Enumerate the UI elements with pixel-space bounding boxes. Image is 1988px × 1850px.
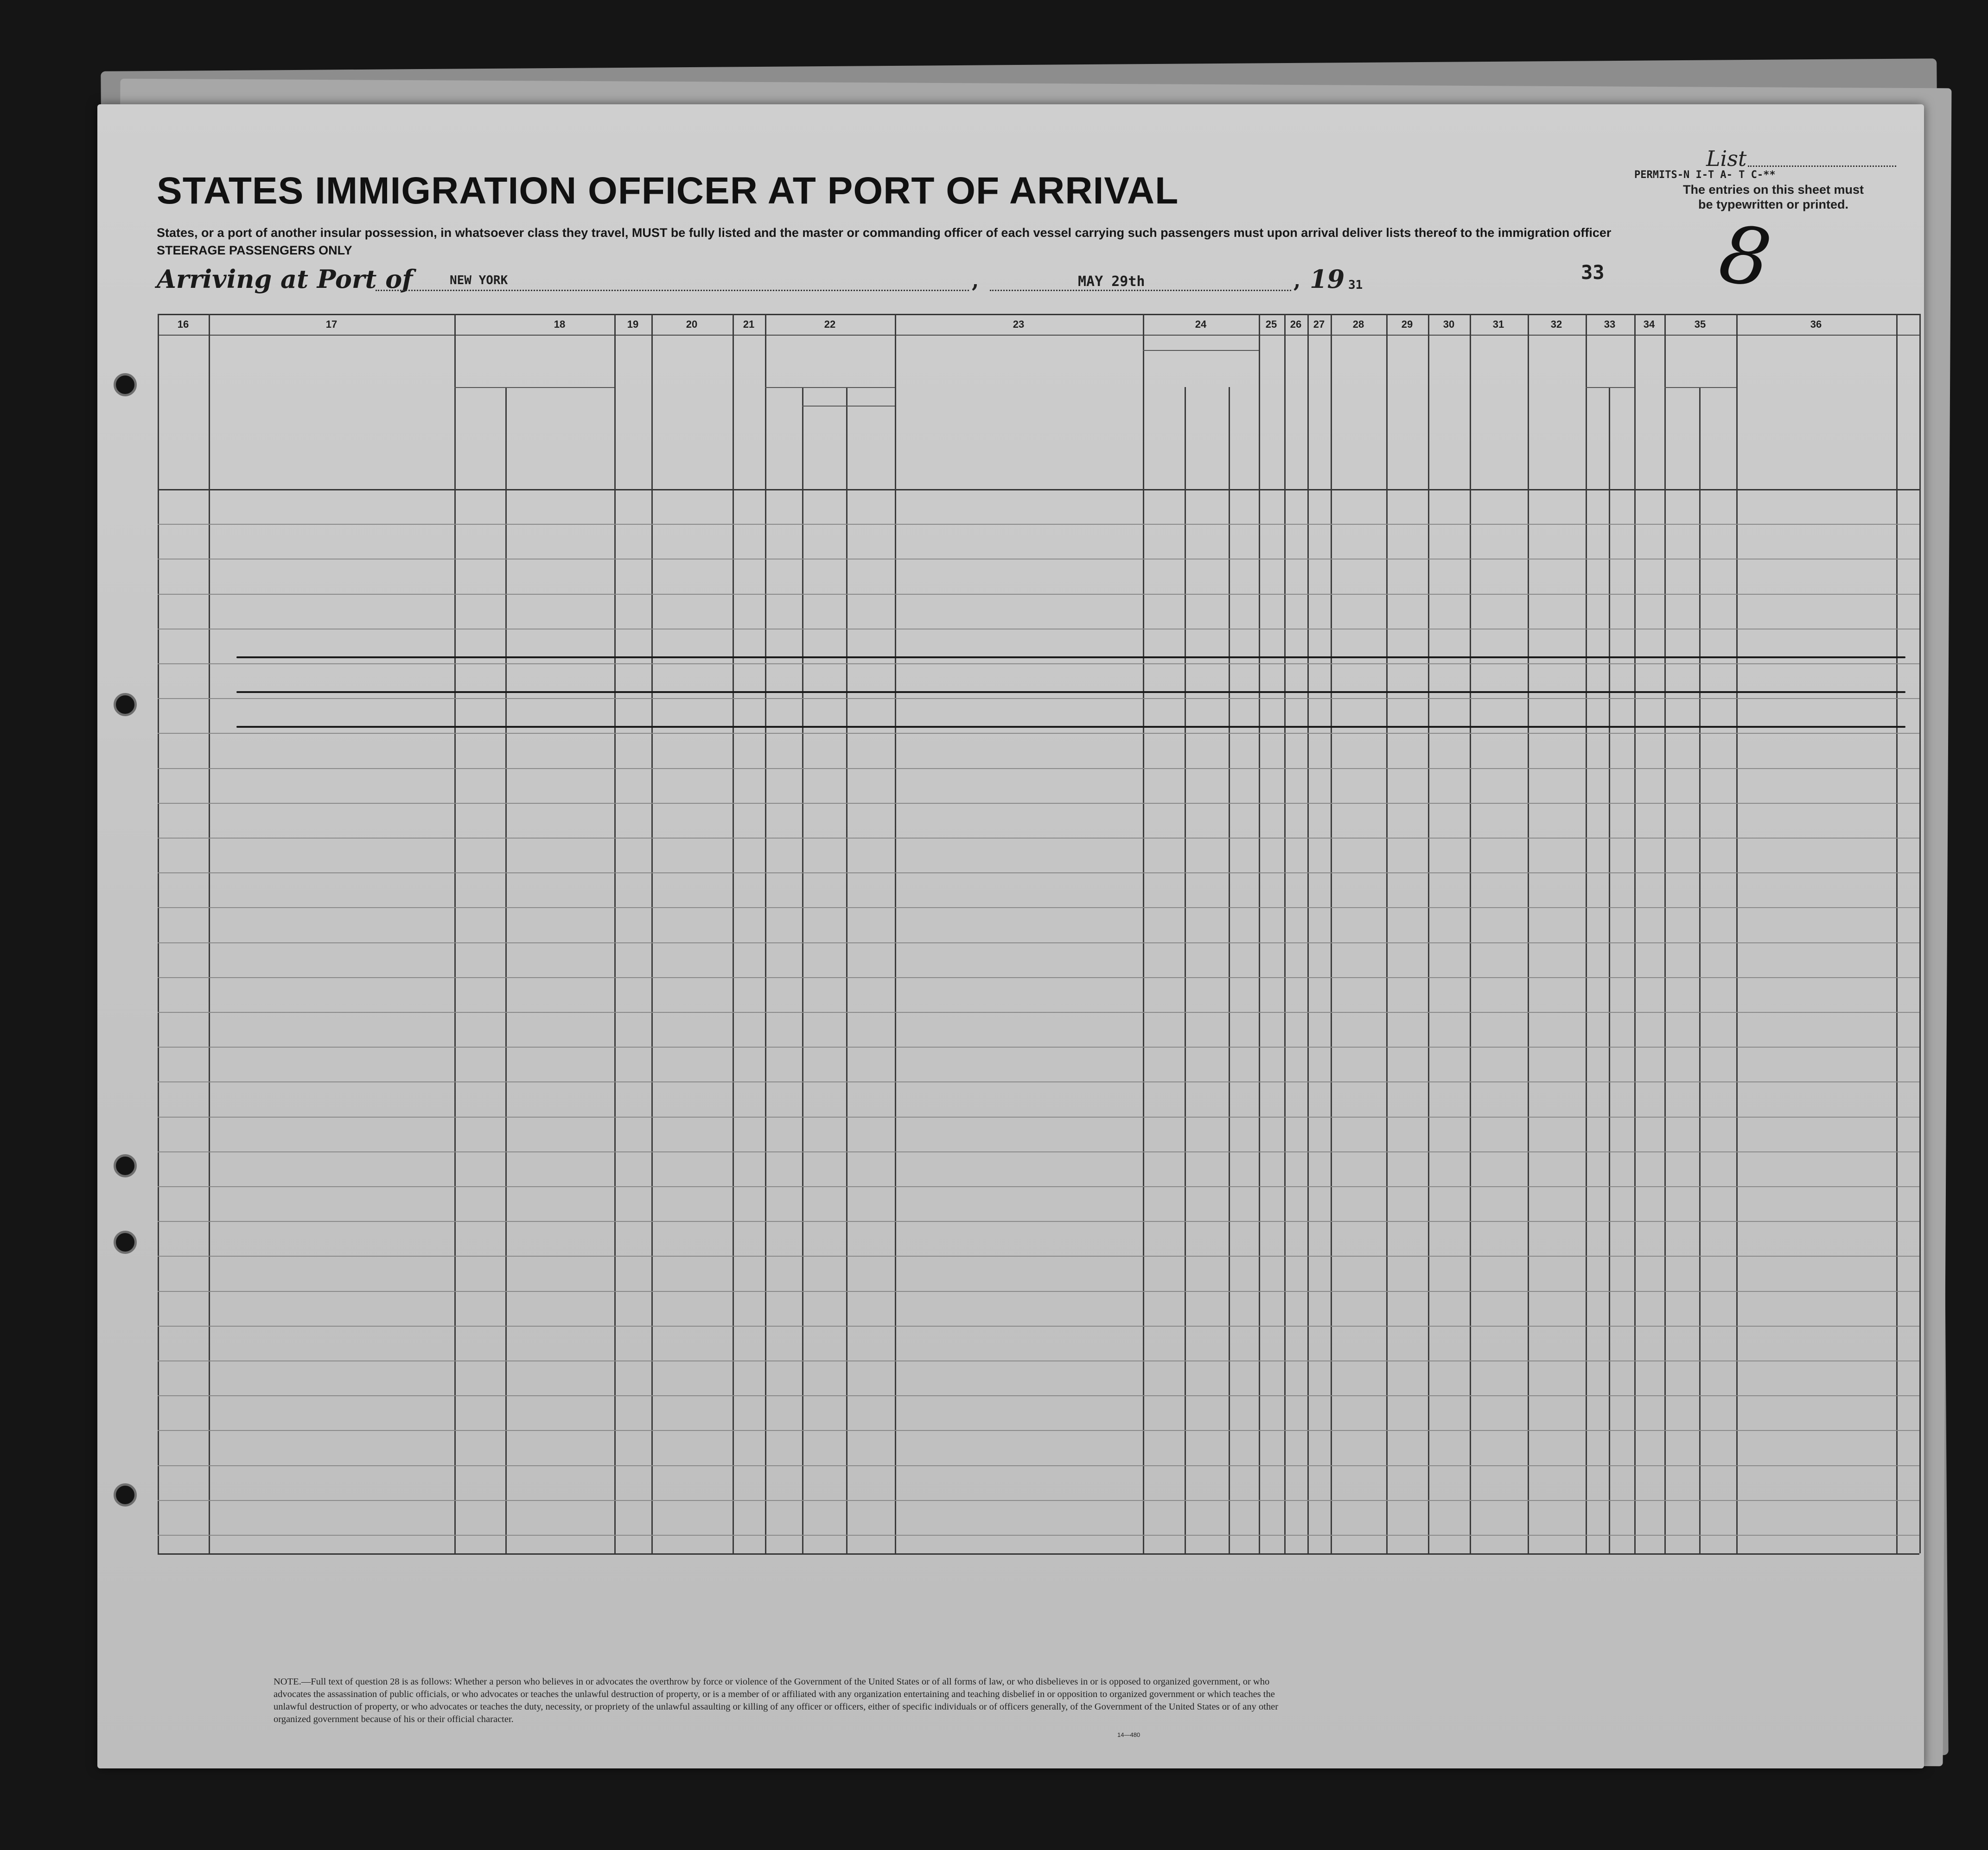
header-ticket <box>616 336 650 487</box>
row-divider <box>158 1012 1919 1013</box>
column-number: 34 <box>1643 318 1655 330</box>
column-divider <box>1664 314 1666 1553</box>
typewritten-notice: The entries on this sheet must be typewritten or printed. <box>1682 183 1864 211</box>
column-divider <box>614 314 616 1553</box>
date-comma: , <box>1293 269 1301 292</box>
row-divider <box>158 1326 1919 1327</box>
row-divider <box>158 1360 1919 1361</box>
row-divider <box>158 1535 1919 1536</box>
row-divider <box>158 768 1919 769</box>
column-divider <box>1634 314 1636 1553</box>
binder-hole <box>114 1483 137 1507</box>
column-number: 29 <box>1401 318 1413 330</box>
column-number: 23 <box>1013 318 1025 330</box>
header-polygamist <box>1286 336 1306 487</box>
year-suffix: 31 <box>1348 278 1363 292</box>
column-number: 26 <box>1290 318 1302 330</box>
column-number: 30 <box>1443 318 1455 330</box>
column-number: 16 <box>177 318 189 330</box>
column-divider <box>1528 314 1529 1553</box>
column-divider <box>802 387 803 1553</box>
column-number: 18 <box>554 318 566 330</box>
header-deported <box>1430 336 1468 487</box>
year-prefix: 19 <box>1310 264 1345 294</box>
column-number: 25 <box>1265 318 1277 330</box>
sheet-number: 33 <box>1581 261 1605 284</box>
list-label: List <box>1706 146 1747 171</box>
binder-hole <box>114 373 137 396</box>
column-divider <box>1428 314 1429 1553</box>
form-number: 14—480 <box>1117 1731 1141 1738</box>
row-divider <box>158 1465 1919 1466</box>
before-in-us-subdivider <box>765 387 895 388</box>
binder-hole <box>114 1231 137 1254</box>
column-divider <box>1896 314 1898 1553</box>
cross-out-line <box>236 656 1905 658</box>
cross-out-line <box>236 726 1905 728</box>
row-divider <box>158 1186 1919 1187</box>
column-number: 28 <box>1352 318 1364 330</box>
row-divider <box>158 594 1919 595</box>
date-value: MAY 29th <box>1078 273 1145 290</box>
column-divider <box>1736 314 1738 1553</box>
column-divider <box>1259 314 1260 1553</box>
row-divider <box>158 1081 1919 1082</box>
row-divider <box>158 1256 1919 1257</box>
column-divider <box>1919 314 1921 1553</box>
column-divider <box>895 314 896 1553</box>
column-divider <box>765 314 766 1553</box>
cross-out-line <box>236 691 1905 693</box>
column-number: 33 <box>1604 318 1616 330</box>
row-divider <box>158 1221 1919 1222</box>
header-anarchist <box>1309 336 1329 487</box>
port-comma: , <box>972 269 979 292</box>
row-divider <box>158 942 1919 943</box>
color-subdivider <box>1664 387 1736 388</box>
final-destination-subdivider <box>454 387 614 388</box>
row-divider <box>158 1117 1919 1118</box>
column-divider <box>1229 387 1230 1553</box>
header-citizen-intent <box>1230 355 1257 487</box>
if-yes-subdivider <box>802 406 895 407</box>
column-divider <box>1386 314 1388 1553</box>
purpose-subdivider <box>1143 350 1259 351</box>
port-line <box>376 290 969 291</box>
header-return-intent <box>1145 355 1183 487</box>
column-divider <box>454 314 456 1553</box>
row-divider <box>158 698 1919 699</box>
column-divider <box>1470 314 1471 1553</box>
column-divider <box>158 314 159 1553</box>
column-number: 31 <box>1492 318 1504 330</box>
column-divider <box>1185 387 1186 1553</box>
manifest-page <box>97 104 1924 1768</box>
column-divider <box>1331 314 1332 1553</box>
column-number: 32 <box>1550 318 1562 330</box>
row-divider <box>158 524 1919 525</box>
row-divider <box>158 663 1919 664</box>
port-value: NEW YORK <box>450 273 508 287</box>
footnote-q28: NOTE.—Full text of question 28 is as follows: Whether a person who believes in or advocates the overthrow by force or violence of the Government of the United States or of all forms of law, or who disbelieves in or is opposed to organized government, or who advocates the assassination of public officials, or who advocates or teaches the unlawful destruction of property, or is a member of or affiliated with any organization entertaining and teaching disbelief in or opposition to organized government or which teaches the unlawful destruction of property, or who advocates or teaches the duty, necessity, or propriety of the unlawful assaulting or killing of any officer or officers, either of specific individuals or of officers generally, of the Government of the United States or of any other organized government because of his or their official character. <box>274 1677 1279 1724</box>
date-line <box>990 290 1291 291</box>
table-bottom-border <box>158 1553 1919 1555</box>
column-number: 17 <box>325 318 338 330</box>
column-divider <box>1699 387 1701 1553</box>
height-subdivider <box>1586 387 1634 388</box>
arriving-label: Arriving at Port of <box>157 264 413 294</box>
column-number: 24 <box>1195 318 1207 330</box>
column-divider <box>1307 314 1309 1553</box>
column-divider <box>651 314 653 1553</box>
row-divider <box>158 1291 1919 1292</box>
header-prison <box>1261 336 1282 487</box>
column-divider <box>505 387 507 1553</box>
column-divider <box>209 314 210 1553</box>
column-divider <box>733 314 734 1553</box>
row-divider <box>158 1151 1919 1152</box>
steerage-label: STEERAGE PASSENGERS ONLY <box>157 243 352 257</box>
header-bottom-border <box>158 489 1919 490</box>
column-number: 22 <box>824 318 836 330</box>
row-divider <box>158 907 1919 908</box>
row-divider <box>158 733 1919 734</box>
column-number: 36 <box>1810 318 1822 330</box>
binder-hole <box>114 693 137 716</box>
column-number: 20 <box>686 318 698 330</box>
page-subtitle: States, or a port of another insular possession, in whatsoever class they travel, MUST be fully listed and the master or commanding officer of each vessel carrying such passengers must upon arrival deliver lists thereof to the immigration officer <box>157 226 1612 240</box>
list-line <box>1748 165 1896 167</box>
table-top-border <box>158 314 1919 315</box>
row-divider <box>158 838 1919 839</box>
permits-stamp: PERMITS-N I-T A- T C-** <box>1634 169 1776 181</box>
header-length-of-stay <box>1186 355 1227 487</box>
row-divider <box>158 1500 1919 1501</box>
page-title: STATES IMMIGRATION OFFICER AT PORT OF ARRIVAL <box>157 170 1179 212</box>
column-divider <box>1609 387 1610 1553</box>
column-number: 27 <box>1313 318 1325 330</box>
handwritten-page-number: 8 <box>1714 208 1777 306</box>
row-divider <box>158 1430 1919 1431</box>
column-number-row-border <box>158 335 1919 336</box>
column-number: 21 <box>743 318 755 330</box>
row-divider <box>158 872 1919 873</box>
column-number: 19 <box>627 318 639 330</box>
row-divider <box>158 1047 1919 1048</box>
column-divider <box>1143 314 1144 1553</box>
row-divider <box>158 803 1919 804</box>
row-divider <box>158 1395 1919 1396</box>
row-divider <box>158 977 1919 978</box>
header-overthrow <box>1332 336 1384 487</box>
column-divider <box>1586 314 1587 1553</box>
column-number: 35 <box>1694 318 1706 330</box>
binder-hole <box>114 1154 137 1177</box>
column-divider <box>1284 314 1286 1553</box>
column-divider <box>846 387 847 1553</box>
header-labor-offer <box>1388 336 1426 487</box>
header-money <box>734 336 763 487</box>
